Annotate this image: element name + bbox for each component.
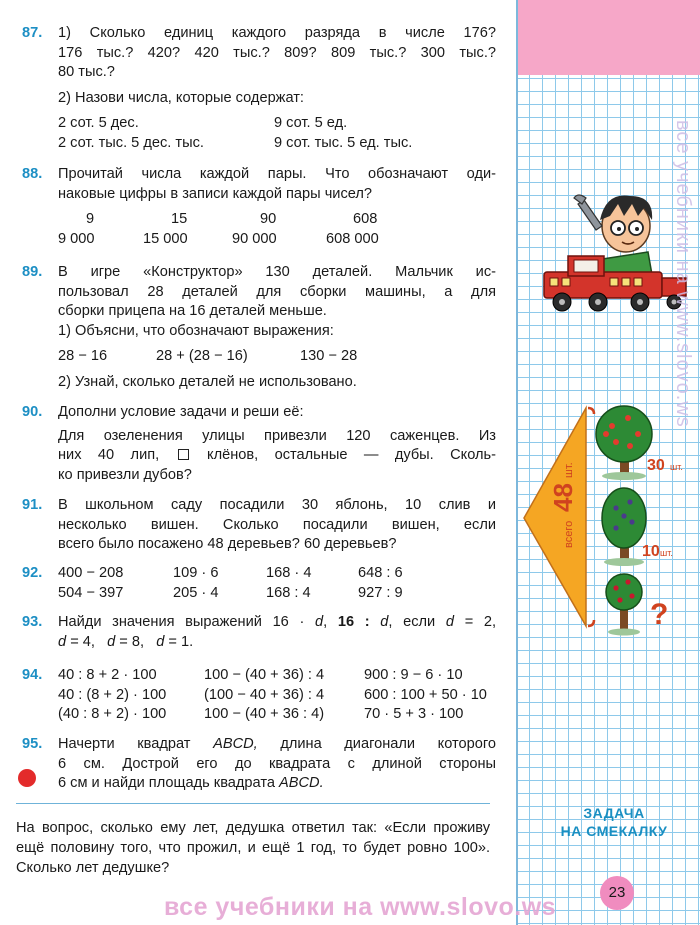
task-line: несколько вишен. Сколько посадили вишен, если [58, 516, 496, 533]
task-number: 87. [22, 25, 43, 41]
task-94 [22, 666, 496, 725]
task-line: Прочитай числа каждой пары. Что обозначают оди- [58, 166, 496, 182]
total-unit: шт. [563, 462, 575, 478]
task-number: 95. [22, 736, 43, 752]
task-92 [22, 564, 496, 603]
question-mark: ? [650, 598, 669, 631]
plum-tree-icon [602, 488, 646, 566]
number-item: 608 000 [326, 230, 379, 247]
number-item: 90 [260, 211, 277, 227]
pink-band [516, 0, 700, 75]
task-item: 2 сот. 5 дес. [58, 115, 139, 131]
apple-unit: шт. [670, 462, 683, 472]
task-number: 88. [22, 166, 43, 182]
task-line: В школьном саду посадили 30 яблонь, 10 слив и [58, 497, 496, 513]
expression: 70 · 5 + 3 · 100 [364, 706, 464, 722]
boy-with-toy-truck-illustration [538, 186, 690, 318]
number-item: 608 [353, 211, 378, 227]
task-line: 1) Объясни, что обозначают выражения: [58, 322, 334, 339]
task-line: 176 тыс.? 420? 420 тыс.? 809? 809 тыс.? 300 тыс.? [58, 44, 496, 61]
task-line: d = 4, d = 8, d = 1. [58, 633, 194, 650]
plum-unit: шт. [660, 548, 673, 558]
apple-tree-icon [596, 406, 652, 480]
expression: 130 − 28 [300, 348, 358, 364]
section-divider [16, 803, 490, 804]
task-line: В игре «Конструктор» 130 деталей. Мальчик ис- [58, 264, 496, 280]
task-91 [22, 496, 496, 555]
number-item: 9 [86, 211, 95, 227]
expression: 504 − 397 [58, 584, 124, 601]
expression: 168 : 4 [266, 584, 311, 601]
task-number: 91. [22, 497, 43, 513]
expression: 927 : 9 [358, 584, 403, 601]
task-number: 93. [22, 614, 43, 630]
task-line: 2) Узнай, сколько деталей не использовано. [58, 373, 357, 390]
expression: 40 : 8 + 2 · 100 [58, 667, 157, 683]
task-line: сборки прицепа на 16 деталей меньше. [58, 303, 327, 319]
task-line: 2) Назови числа, которые содержат: [58, 89, 304, 106]
expression: 28 + (28 − 16) [156, 348, 248, 364]
task-line: пользовал 28 деталей для сборки машины, а для [58, 283, 496, 300]
task-line: наковые цифры в записи каждой пары чисел? [58, 185, 373, 202]
expression: 168 · 4 [266, 565, 312, 581]
task-line: всего было посажено 48 деревьев? 60 деревьев? [58, 536, 397, 552]
number-item: 90 000 [232, 230, 277, 247]
task-line: ко привезли дубов? [58, 466, 192, 483]
page-number: 23 [600, 876, 634, 910]
task-number: 94. [22, 667, 43, 683]
expression: 205 · 4 [173, 584, 219, 601]
expression: 109 · 6 [173, 565, 219, 581]
task-line: 6 см. Дострой его до квадрата с длиной стороны [58, 755, 496, 772]
bonus-task-text: На вопрос, сколько ему лет, дедушка ответил так: «Если проживу ещё половину того, что прожил, и ещё 1 год, то будет ровно 100». Сколько лет дедушке? [16, 820, 490, 876]
expression: 40 : (8 + 2) · 100 [58, 686, 167, 703]
expression: 400 − 208 [58, 565, 124, 581]
task-item: 9 сот. тыс. 5 ед. тыс. [274, 134, 413, 151]
task-89 [22, 263, 496, 392]
expression: 600 : 100 + 50 · 10 [364, 686, 487, 703]
task-line: Найди значения выражений 16 · d, 16 : d, если d = 2, [58, 614, 497, 630]
task-line: них 40 лип, клёнов, остальные — дубы. Сколь- [58, 447, 496, 463]
task-88 [22, 165, 496, 249]
task-93 [22, 613, 496, 652]
number-item: 9 000 [58, 230, 95, 247]
task-number: 92. [22, 565, 43, 581]
task-line: Для озеленения улицы привезли 120 саженцев. Из [58, 427, 496, 444]
task-line: Дополни условие задачи и реши её: [58, 404, 304, 420]
task-number: 89. [22, 264, 43, 280]
task-item: 2 сот. тыс. 5 дес. тыс. [58, 134, 204, 151]
task-line: 6 см и найди площадь квадрата ABCD. [58, 775, 324, 791]
expression: 900 : 9 − 6 · 10 [364, 667, 463, 683]
expression: 100 − (40 + 36) : 4 [204, 667, 325, 683]
expression: (40 : 8 + 2) · 100 [58, 706, 167, 722]
watermark-side: все учебники на www.slovo.ws [672, 120, 694, 428]
apple-count: 30 [647, 457, 665, 474]
number-item: 15 [171, 211, 188, 227]
number-item: 15 000 [143, 230, 188, 247]
cherry-tree-icon [606, 574, 642, 636]
task-line: 1) Сколько единиц каждого разряда в числе 176? [58, 25, 496, 41]
total-value: 48 [548, 483, 578, 512]
task-line: Начерти квадрат ABCD, длина диагонали которого [58, 736, 496, 752]
expression: 28 − 16 [58, 348, 108, 364]
puzzle-heading: ЗАДАЧА НА СМЕКАЛКУ [560, 805, 668, 839]
total-brace [524, 408, 586, 626]
expression: (100 − 40 + 36) : 4 [204, 686, 325, 703]
task-number: 90. [22, 404, 43, 420]
task-item: 9 сот. 5 ед. [274, 115, 348, 131]
blank-square-icon [178, 449, 189, 460]
red-dot-marker [18, 769, 36, 787]
task-line: 80 тыс.? [58, 64, 115, 80]
expression: 648 : 6 [358, 565, 403, 581]
total-label: всего [563, 520, 575, 548]
task-87 [22, 24, 496, 153]
task-90 [22, 403, 496, 485]
watermark: все учебники на www.slovo.ws [163, 893, 557, 921]
expression: 100 − (40 + 36 : 4) [204, 706, 325, 722]
task-95 [22, 735, 496, 794]
plum-count: 10 [642, 543, 660, 560]
